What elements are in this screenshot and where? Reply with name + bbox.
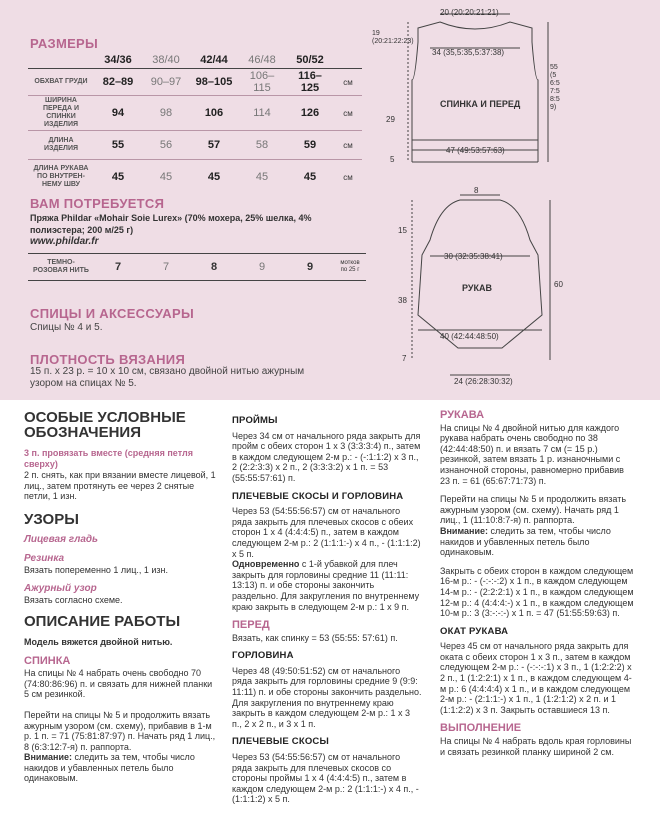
unit-label: см xyxy=(334,69,362,96)
table-cell: 114 xyxy=(238,96,286,131)
size-header: 46/48 xyxy=(238,52,286,69)
density-text: 15 п. х 23 р. = 10 х 10 см, связано двойной нитью ажурным узором на спицах № 5. xyxy=(30,366,305,389)
unit-label: см xyxy=(343,172,353,182)
tools-title: СПИЦЫ И АКСЕССУАРЫ xyxy=(30,306,194,321)
table-row xyxy=(28,69,362,96)
table-cell: 55 xyxy=(94,131,142,160)
schematic-diagrams xyxy=(370,0,660,400)
shoulder-2-title: ПЛЕЧЕВЫЕ СКОСЫ xyxy=(232,736,329,748)
pattern-1-title: Лицевая гладь xyxy=(24,533,98,545)
size-header: 38/40 xyxy=(142,52,190,69)
symbols-title: ОСОБЫЕ УСЛОВНЫЕ ОБОЗНАЧЕНИЯ xyxy=(24,409,186,441)
back-text-2: Перейти на спицы № 5 и продолжить вязать ажурным узором (см. схему), прибавив в 1-м р. 1 п. = 71 (75:81:87:97) п. Начать ряд 1 лиц., 8 (6:3:12:7-я) п. раппорта. xyxy=(24,709,216,752)
table-cell: 7 xyxy=(142,254,190,281)
dim-left-bot: 5 xyxy=(390,155,395,164)
dim-left-top: 19 (20:21:22:23) xyxy=(372,30,414,45)
back-text-3: следить за тем, чтобы число накидов и убавленных петель было одинаковым. xyxy=(24,752,195,784)
cap-text: Через 45 см от начального ряда закрыть для оката с обеих сторон 1 х 3 п., затем в каждом следующем 2-м р.: - (-:-:-:1) х 3 п., 1 (1:2:2:2) х 2 п., 1 (1:2:2:1) х 1 п., в каждом следующем 4-м р.: 6 (4:4:4:4) х 1 п., и в каждом следующем 2-м р.: - (2:1:1:-) х 1 п., 1 (1:2:1:2) х 2 п. и 1 (1:1:2:2) х 3 п. Закрыть оставшиеся 13 п. xyxy=(440,641,632,715)
table-row xyxy=(28,96,362,131)
table-cell: 45 xyxy=(255,171,269,183)
table-row xyxy=(28,254,366,281)
armhole-text: Через 34 см от начального ряда закрыть для пройм с обеих сторон 1 х 3 (3:3:3:4) п., затем в каждом следующем 2-м р.: - (-:1:1:2) х 3 п., 2 (2:2:3:3) х 2 п., 2 (3:3:3:2) х 1 п. = 53 (55:55:57:61) п. xyxy=(232,430,421,483)
table-cell: 82–89 xyxy=(94,69,142,96)
dim-neck: 20 (20:20:21:21) xyxy=(440,8,499,17)
tools-text: Спицы № 4 и 5. xyxy=(30,322,103,333)
density-title: ПЛОТНОСТЬ ВЯЗАНИЯ xyxy=(30,352,186,367)
table-cell: 9 xyxy=(238,254,286,281)
table-cell: 90–97 xyxy=(142,69,190,96)
unit-label: мотков по 25 г xyxy=(334,254,366,281)
sleeve-label: РУКАВ xyxy=(462,283,492,293)
sleeves-text-2: Перейти на спицы № 5 и продолжить вязать ажурным узором (см. схему). Начать ряд 1 лиц., 1 (11:10:8:7-я) п. раппорта. xyxy=(440,494,627,526)
sleeve-outline xyxy=(418,200,542,348)
assembly-title: ВЫПОЛНЕНИЕ xyxy=(440,722,522,735)
row-label: ДЛИНА ИЗДЕЛИЯ xyxy=(28,131,94,160)
front-text: Вязать, как спинку = 53 (55:55: 57:61) п. xyxy=(232,632,398,643)
assembly-text: На спицы № 4 набрать вдоль края горловины и связать резинкой планку шириной 2 см. xyxy=(440,736,632,757)
armhole-title: ПРОЙМЫ xyxy=(232,415,278,426)
column-3 xyxy=(440,410,636,765)
table-cell: 56 xyxy=(142,131,190,160)
table-cell: 57 xyxy=(190,131,238,160)
unit-label: см xyxy=(334,96,362,131)
pattern-3-text: Вязать согласно схеме. xyxy=(24,595,123,606)
table-cell: 59 xyxy=(286,131,334,160)
table-cell: 58 xyxy=(238,131,286,160)
pattern-2-title: Резинка xyxy=(24,552,65,564)
abbr-head: 3 п. провязать вместе (средняя петля сверху) xyxy=(24,448,193,469)
dim-sleeve-total: 60 xyxy=(554,280,563,289)
sizes-table xyxy=(28,52,362,194)
neckline-text: Через 48 (49:50:51:52) см от начального ряда закрыть для горловины средние 9 (9:9: 11:11) п. и обе стороны закончить раздельно. Для закругления по внутреннему краю закрыть в каждом следующем 2-м р.: 1 х 3 п., 2 х 2 п., и 3 х 1 п. xyxy=(232,665,422,729)
yarn-description xyxy=(30,212,330,248)
neckline-title: ГОРЛОВИНА xyxy=(232,650,294,662)
yarn-text: Пряжа Phildar «Mohair Soie Lurex» (70% мохера, 25% шелка, 4% полиэстера; 200 м/25 г) xyxy=(30,213,312,235)
table-cell: 45 xyxy=(111,171,125,183)
cap-title: ОКАТ РУКАВА xyxy=(440,625,509,637)
row-label: ШИРИНА ПЕРЕДА И СПИНКИ ИЗДЕЛИЯ xyxy=(28,96,94,131)
attention-label: Внимание: xyxy=(24,752,72,763)
work-title: ОПИСАНИЕ РАБОТЫ xyxy=(24,612,181,630)
simultaneously-text: с 1-й убавкой для плеч закрыть для горловины средние 11 (11:11: 13:13) п. и обе стороны закончить раздельно. Для закругления по внутреннему краю закрыть в следующем 2-м р.: 1 х 9 п. xyxy=(232,559,420,612)
table-cell: 98–105 xyxy=(190,69,238,96)
sleeves-text-3: следить за тем, чтобы число накидов и убавленных петель было одинаковым. xyxy=(440,525,611,558)
table-cell: 126 xyxy=(286,96,334,131)
table-cell: 106 xyxy=(190,96,238,131)
unit-label: см xyxy=(334,131,362,160)
dim-width: 47 (49:53:57:63) xyxy=(446,146,505,155)
row-label: ТЕМНО-РОЗОВАЯ НИТЬ xyxy=(28,254,94,281)
pattern-3-title: Ажурный узор xyxy=(24,582,97,594)
need-title: ВАМ ПОТРЕБУЕТСЯ xyxy=(30,196,165,211)
website-link[interactable]: www.phildar.fr xyxy=(30,236,99,247)
column-2 xyxy=(232,410,422,813)
table-row xyxy=(28,131,362,160)
sleeves-text-1: На спицы № 4 двойной нитью для каждого рукава набрать очень свободно по 38 (42:44:48:50) п. и вязать 7 см (= 15 р.) резинкой, затем вязать 1 р. изнаночными с изнаночной стороны, равномерно прибавив 23 п. = 61 (65:67:71:73) п. xyxy=(440,422,624,486)
column-1 xyxy=(24,410,219,792)
attention-label: Внимание: xyxy=(440,525,488,536)
dim-sleeve-cap: 15 xyxy=(398,226,407,235)
table-cell: 45 xyxy=(159,171,173,183)
sleeves-text-4: Закрыть с обеих сторон в каждом следующем 16-м р.: - (-:-:-:2) х 1 п., в каждом следующем 14-м р.: - (2:2:2:1) х 1 п., в каждом следующем 12-м р.: 4 (4:4:4:-) х 1 п., в каждом следующем 10-м р.: 3 (3:-:-:-) х 1 п. = 47 (51:55:59:63) п. xyxy=(440,565,634,619)
size-header: 50/52 xyxy=(286,52,334,69)
body-outline xyxy=(412,22,538,150)
work-note: Модель вяжется двойной нитью. xyxy=(24,636,173,647)
dim-sleeve-side: 38 xyxy=(398,296,407,305)
dim-sleeve-top: 8 xyxy=(474,186,479,195)
dim-sleeve-cuff: 24 (26:28:30:32) xyxy=(454,377,513,386)
shoulder-text: Через 53 (54:55:56:57) см от начального ряда закрыть для плечевых скосов с обеих сторон 1 х 4 (4:4:4:5) п., затем в каждом следующем 2-м р.: 2 (1:1:1:-) х 4 п., - (1:1:1:2) х 5 п. xyxy=(232,506,421,559)
back-title: СПИНКА xyxy=(24,654,71,667)
table-cell: 45 xyxy=(207,171,221,183)
dim-right-body: 55 (56:57:58:59) xyxy=(550,64,560,111)
table-cell: 106–115 xyxy=(238,69,286,96)
schematic-area xyxy=(370,0,660,400)
table-row xyxy=(28,160,362,195)
sizes-header-row xyxy=(28,52,362,69)
table-cell: 94 xyxy=(94,96,142,131)
sleeves-title: РУКАВА xyxy=(440,409,485,421)
dim-sleeve-width: 40 (42:44:48:50) xyxy=(440,332,499,341)
front-title: ПЕРЕД xyxy=(232,619,270,632)
table-cell: 9 xyxy=(286,254,334,281)
row-label: ОБХВАТ ГРУДИ xyxy=(28,69,94,96)
size-header: 42/44 xyxy=(190,52,238,69)
table-cell: 116–125 xyxy=(286,69,334,96)
patterns-title: УЗОРЫ xyxy=(24,510,79,528)
yarn-table xyxy=(28,253,366,281)
body-label: СПИНКА И ПЕРЕД xyxy=(440,99,521,109)
table-cell: 8 xyxy=(190,254,238,281)
pattern-2-text: Вязать попеременно 1 лиц., 1 изн. xyxy=(24,565,168,576)
shoulder-2-text: Через 53 (54:55:56:57) см от начального ряда закрыть для плечевых скосов со стороны проймы 1 х 4 (4:4:4:5) п., затем в каждом следующем 2-м р.: 2 (1:1:1:-) х 4 п., - (1:1:1:2) х 5 п. xyxy=(232,752,419,805)
row-label: ДЛИНА РУКАВА ПО ВНУТРЕН-НЕМУ ШВУ xyxy=(33,165,89,188)
table-cell: 45 xyxy=(303,171,317,183)
size-header: 34/36 xyxy=(94,52,142,69)
sizes-title: РАЗМЕРЫ xyxy=(30,36,99,51)
back-text-1: На спицы № 4 набрать очень свободно 70 (74:80:86:96) п. и связать для нижней планки 5 см резинкой. xyxy=(24,668,213,700)
dim-left-mid: 29 xyxy=(386,115,395,124)
dim-sleeve-cuff-height: 7 xyxy=(402,354,407,363)
dim-chest-inner: 34 (35,5:35,5:37:38) xyxy=(432,48,505,57)
dim-sleeve-armhole: 30 (32:35:38:41) xyxy=(444,252,503,261)
abbr-text: 2 п. снять, как при вязании вместе лицевой, 1 лиц., затем протянуть ее через 2 снятые петли, 1 изн. xyxy=(24,470,216,502)
shoulder-title: ПЛЕЧЕВЫЕ СКОСЫ И ГОРЛОВИНА xyxy=(232,490,404,502)
table-cell: 98 xyxy=(142,96,190,131)
table-cell: 7 xyxy=(94,254,142,281)
simultaneously-label: Одновременно xyxy=(232,559,300,570)
